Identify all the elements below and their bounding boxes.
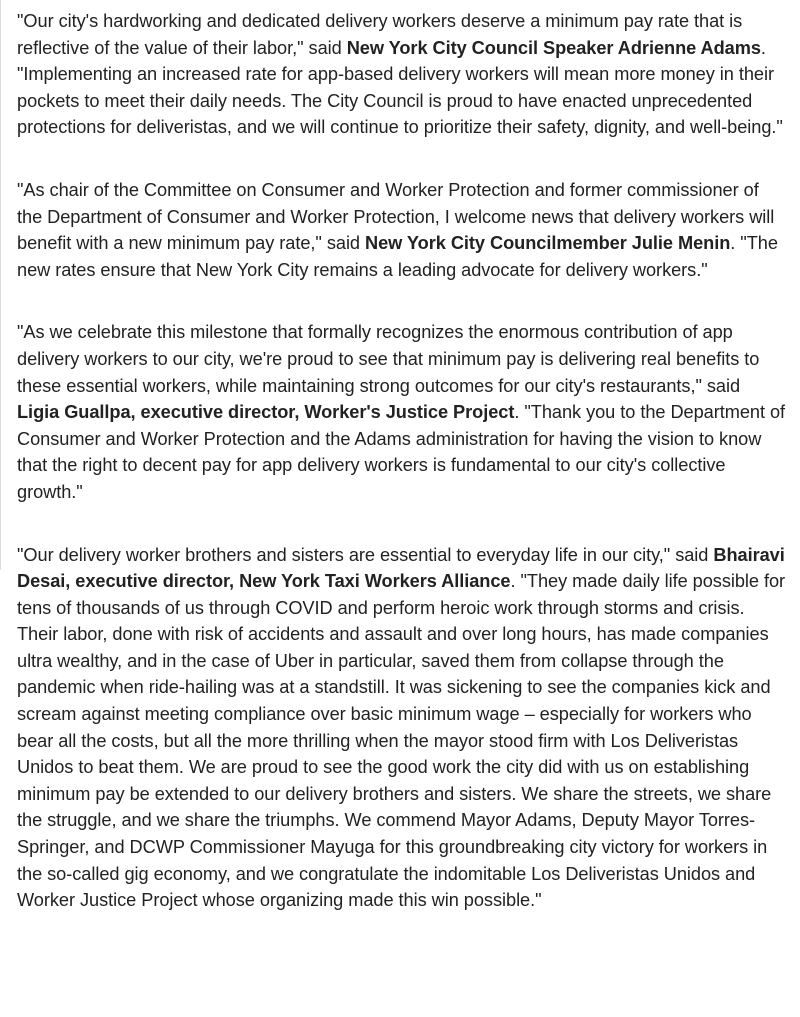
blockquote-left-border [0,0,1,570]
speaker-name: Bhairavi Desai, executive director, New York Taxi Workers Alliance [17,544,785,592]
quote-text: . "Thank you to the Department of Consumer and Worker Protection and the Adams administration for having the vision to know that the right to decent pay for app delivery workers is fundamental to our city's collective growth." [17,402,786,502]
quote-text: "Our city's hardworking and dedicated delivery workers deserve a minimum pay rate that is reflective of the value of their labor," said [17,11,743,58]
speaker-name: New York City Council Speaker Adrienne Adams [346,37,761,58]
quote-text: . "They made daily life possible for tens of thousands of us through COVID and perform heroic work through storms and crisis. Their labor, done with risk of accidents and assault and over long hours, has made companies ultra wealthy, and in the case of Uber in particular, saved them from collapse through the pandemic when ride-hailing was at a standstill. It was sickening to see the companies kick and scream against meeting compliance over basic minimum wage – especially for workers who bear all the costs, but all the more thrilling when the mayor stood firm with Los Deliveristas Unidos to beat them. We are proud to see the good work the city did with us on establishing minimum pay be extended to our delivery brothers and sisters. We share the streets, we share the struggle, and we share the triumphs. We commend Mayor Adams, Deputy Mayor Torres-Springer, and DCWP Commissioner Mayuga for this groundbreaking city victory for workers in the so-called gig economy, and we congratulate the indomitable Los Deliveristas Unidos and Worker Justice Project whose organizing made this win possible." [17,571,786,911]
quote-paragraph-council-speaker [17,8,787,141]
quote-text: . "Implementing an increased rate for app-based delivery workers will mean more money in their pockets to meet their daily needs. The City Council is proud to have enacted unprecedented protections for deliveristas, and we will continue to prioritize their safety, dignity, and well-being." [17,37,783,138]
speaker-name: Ligia Guallpa, executive director, Worker's Justice Project [17,402,515,423]
quote-text: "As chair of the Committee on Consumer and Worker Protection and former commissioner of the Department of Consumer and Worker Protection, I welcome news that delivery workers will benefit with a new minimum pay rate," said [17,179,775,254]
quote-text: "Our delivery worker brothers and sisters are essential to everyday life in our city," said [17,544,714,565]
speaker-name: New York City Councilmember Julie Menin [365,233,731,254]
quote-text: . "The new rates ensure that New York City remains a leading advocate for delivery workers." [17,233,778,280]
quote-text: "As we celebrate this milestone that formally recognizes the enormous contribution of app delivery workers to our city, we're proud to see that minimum pay is delivering real benefits to these essential workers, while maintaining strong outcomes for our city's restaurants," said [17,322,760,396]
article-body [17,8,787,950]
quote-paragraph-taxi-workers-alliance [17,542,787,914]
quote-paragraph-workers-justice-project [17,319,787,505]
quote-paragraph-councilmember-menin [17,177,787,283]
